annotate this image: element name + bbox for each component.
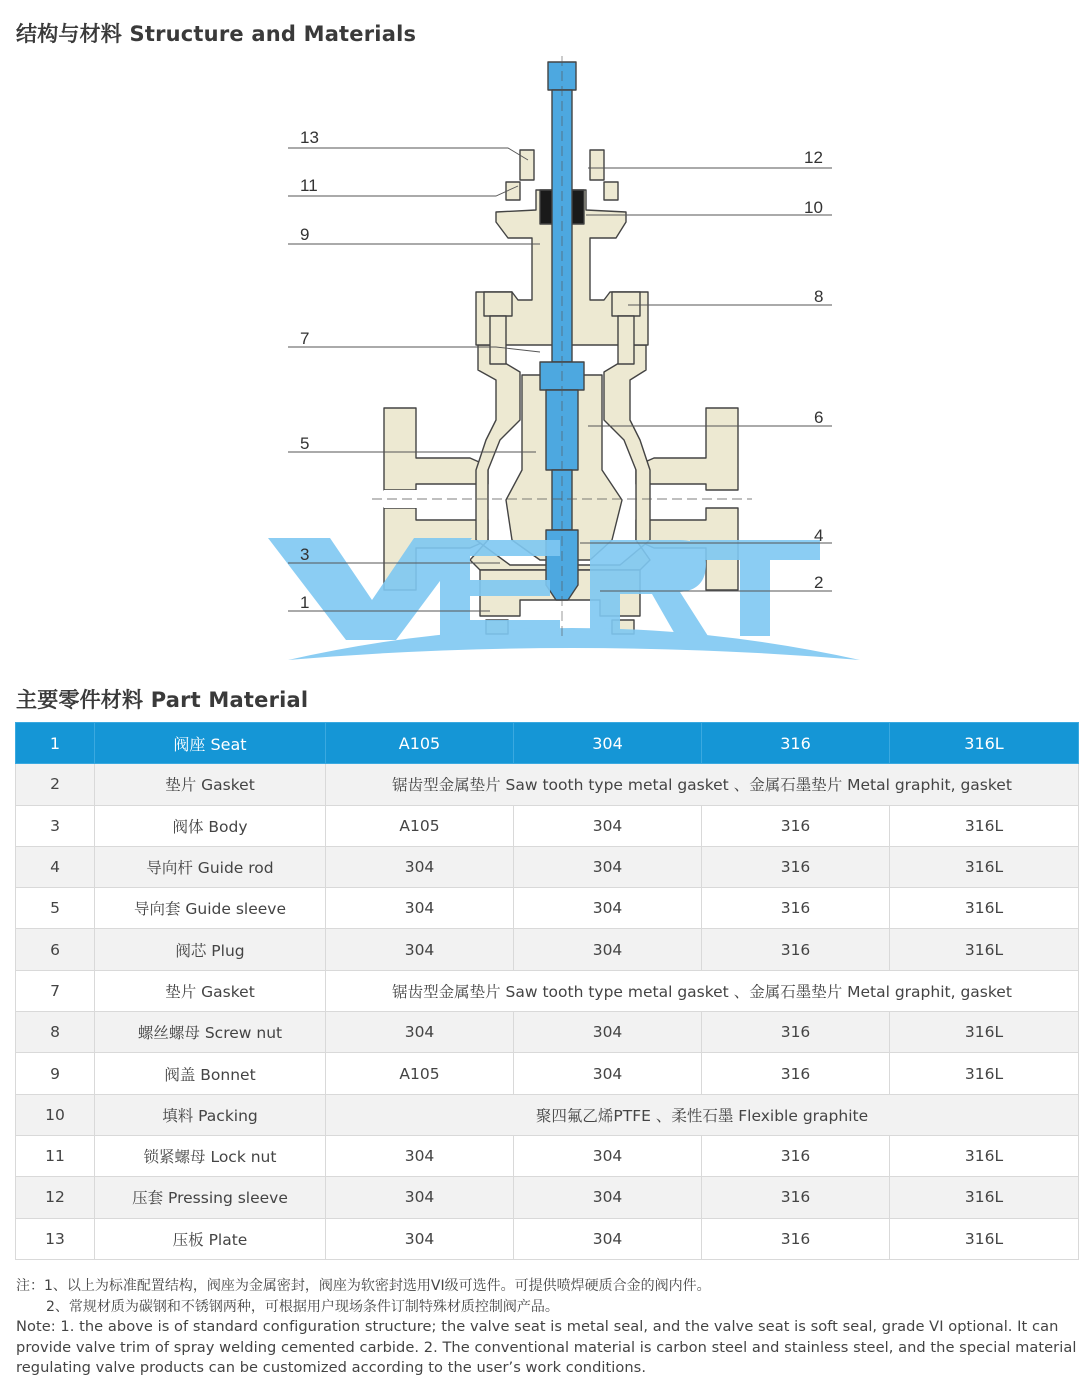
part-name: 压套 Pressing sleeve bbox=[95, 1177, 326, 1218]
part-name: 阀座 Seat bbox=[95, 723, 326, 764]
material-cell: 316L bbox=[890, 1218, 1079, 1259]
row-number: 4 bbox=[16, 846, 95, 887]
callout-3: 3 bbox=[300, 545, 310, 564]
table-row bbox=[16, 723, 1079, 764]
part-name: 垫片 Gasket bbox=[95, 764, 326, 805]
material-cell: 锯齿型金属垫片 Saw tooth type metal gasket 、金属石墨垫片 Metal graphit, gasket bbox=[326, 764, 1079, 805]
part-name: 导向杆 Guide rod bbox=[95, 846, 326, 887]
part-material-title: 主要零件材料 Part Material bbox=[16, 688, 309, 712]
callout-5: 5 bbox=[300, 434, 310, 453]
structure-title: 结构与材料 Structure and Materials bbox=[16, 22, 417, 46]
material-cell: 316L bbox=[890, 805, 1079, 846]
valve-structure-diagram bbox=[0, 50, 1084, 675]
table-row bbox=[16, 1094, 1079, 1135]
material-cell: 316 bbox=[702, 1218, 890, 1259]
material-cell: 304 bbox=[514, 805, 702, 846]
note-en-3: regulating valve products can be customized according to the user’s work conditions. bbox=[16, 1359, 647, 1376]
part-name: 导向套 Guide sleeve bbox=[95, 888, 326, 929]
note-en-1: Note: 1. the above is of standard configuration structure; the valve seat is metal seal, and the valve seat is soft seal, grade VI optional. It can bbox=[16, 1318, 1059, 1335]
part-name: 压板 Plate bbox=[95, 1218, 326, 1259]
material-cell: 316 bbox=[702, 1053, 890, 1094]
part-name: 垫片 Gasket bbox=[95, 970, 326, 1011]
row-number: 6 bbox=[16, 929, 95, 970]
material-cell: 304 bbox=[514, 1012, 702, 1053]
material-cell: 304 bbox=[514, 1218, 702, 1259]
material-cell: 316L bbox=[890, 1177, 1079, 1218]
material-cell: 304 bbox=[514, 1053, 702, 1094]
material-cell: 316L bbox=[890, 723, 1079, 764]
table-row bbox=[16, 1218, 1079, 1259]
part-name: 螺丝螺母 Screw nut bbox=[95, 1012, 326, 1053]
material-cell: 304 bbox=[326, 1218, 514, 1259]
material-cell: 聚四氟乙烯PTFE 、柔性石墨 Flexible graphite bbox=[326, 1094, 1079, 1135]
row-number: 8 bbox=[16, 1012, 95, 1053]
callout-6: 6 bbox=[814, 408, 824, 427]
row-number: 11 bbox=[16, 1135, 95, 1176]
material-cell: 316L bbox=[890, 929, 1079, 970]
callout-11: 11 bbox=[300, 176, 318, 195]
material-cell: 316 bbox=[702, 1177, 890, 1218]
material-cell: 304 bbox=[326, 1177, 514, 1218]
table-row bbox=[16, 764, 1079, 805]
callout-10: 10 bbox=[804, 198, 823, 217]
material-cell: 316 bbox=[702, 929, 890, 970]
part-name: 阀芯 Plug bbox=[95, 929, 326, 970]
row-number: 3 bbox=[16, 805, 95, 846]
material-cell: 304 bbox=[326, 846, 514, 887]
callout-2: 2 bbox=[814, 573, 824, 592]
callout-13: 13 bbox=[300, 128, 319, 147]
callout-4: 4 bbox=[814, 526, 824, 545]
material-cell: 316 bbox=[702, 1135, 890, 1176]
material-cell: 316 bbox=[702, 805, 890, 846]
row-number: 12 bbox=[16, 1177, 95, 1218]
material-cell: 316L bbox=[890, 1053, 1079, 1094]
table-row bbox=[16, 1177, 1079, 1218]
material-cell: 304 bbox=[514, 846, 702, 887]
part-name: 锁紧螺母 Lock nut bbox=[95, 1135, 326, 1176]
note-cn-1: 注：1、以上为标准配置结构，阀座为金属密封，阀座为软密封选用VI级可选件。可提供喷焊硬质合金的阀内件。 bbox=[16, 1278, 711, 1294]
material-cell: 304 bbox=[514, 888, 702, 929]
material-cell: 316 bbox=[702, 888, 890, 929]
material-cell: 316 bbox=[702, 723, 890, 764]
table-row bbox=[16, 970, 1079, 1011]
callout-8: 8 bbox=[814, 287, 824, 306]
material-cell: 304 bbox=[326, 929, 514, 970]
note-en-2: provide valve trim of spray welding cemented carbide. 2. The conventional material is carbon steel and stainless steel, and the special material bbox=[16, 1338, 1077, 1356]
material-cell: 316L bbox=[890, 846, 1079, 887]
material-cell: 锯齿型金属垫片 Saw tooth type metal gasket 、金属石墨垫片 Metal graphit, gasket bbox=[326, 970, 1079, 1011]
row-number: 7 bbox=[16, 970, 95, 1011]
material-cell: 316L bbox=[890, 888, 1079, 929]
row-number: 1 bbox=[16, 723, 95, 764]
row-number: 2 bbox=[16, 764, 95, 805]
callout-12: 12 bbox=[804, 148, 823, 167]
material-cell: 304 bbox=[514, 929, 702, 970]
callout-9: 9 bbox=[300, 225, 310, 244]
part-name: 阀体 Body bbox=[95, 805, 326, 846]
table-row bbox=[16, 888, 1079, 929]
callout-1: 1 bbox=[300, 593, 310, 612]
row-number: 9 bbox=[16, 1053, 95, 1094]
row-number: 10 bbox=[16, 1094, 95, 1135]
material-cell: 304 bbox=[514, 723, 702, 764]
note-cn-2: 2、常规材质为碳钢和不锈钢两种，可根据用户现场条件订制特殊材质控制阀产品。 bbox=[46, 1298, 559, 1315]
material-cell: 316L bbox=[890, 1135, 1079, 1176]
part-material-table bbox=[15, 722, 1079, 1260]
material-cell: 304 bbox=[326, 1135, 514, 1176]
row-number: 5 bbox=[16, 888, 95, 929]
table-row bbox=[16, 1012, 1079, 1053]
table-row bbox=[16, 1135, 1079, 1176]
row-number: 13 bbox=[16, 1218, 95, 1259]
right-flange bbox=[636, 408, 738, 490]
table-row bbox=[16, 1053, 1079, 1094]
material-cell: 304 bbox=[514, 1177, 702, 1218]
part-name: 阀盖 Bonnet bbox=[95, 1053, 326, 1094]
table-row bbox=[16, 929, 1079, 970]
left-flange bbox=[384, 408, 488, 490]
callout-7: 7 bbox=[300, 329, 310, 348]
notes bbox=[16, 1276, 1080, 1379]
material-cell: A105 bbox=[326, 805, 514, 846]
material-cell: A105 bbox=[326, 723, 514, 764]
material-cell: 304 bbox=[326, 888, 514, 929]
material-cell: 316L bbox=[890, 1012, 1079, 1053]
part-name: 填料 Packing bbox=[95, 1094, 326, 1135]
material-cell: 316 bbox=[702, 846, 890, 887]
material-cell: A105 bbox=[326, 1053, 514, 1094]
material-cell: 304 bbox=[326, 1012, 514, 1053]
table-row bbox=[16, 805, 1079, 846]
material-cell: 304 bbox=[514, 1135, 702, 1176]
material-cell: 316 bbox=[702, 1012, 890, 1053]
table-row bbox=[16, 846, 1079, 887]
